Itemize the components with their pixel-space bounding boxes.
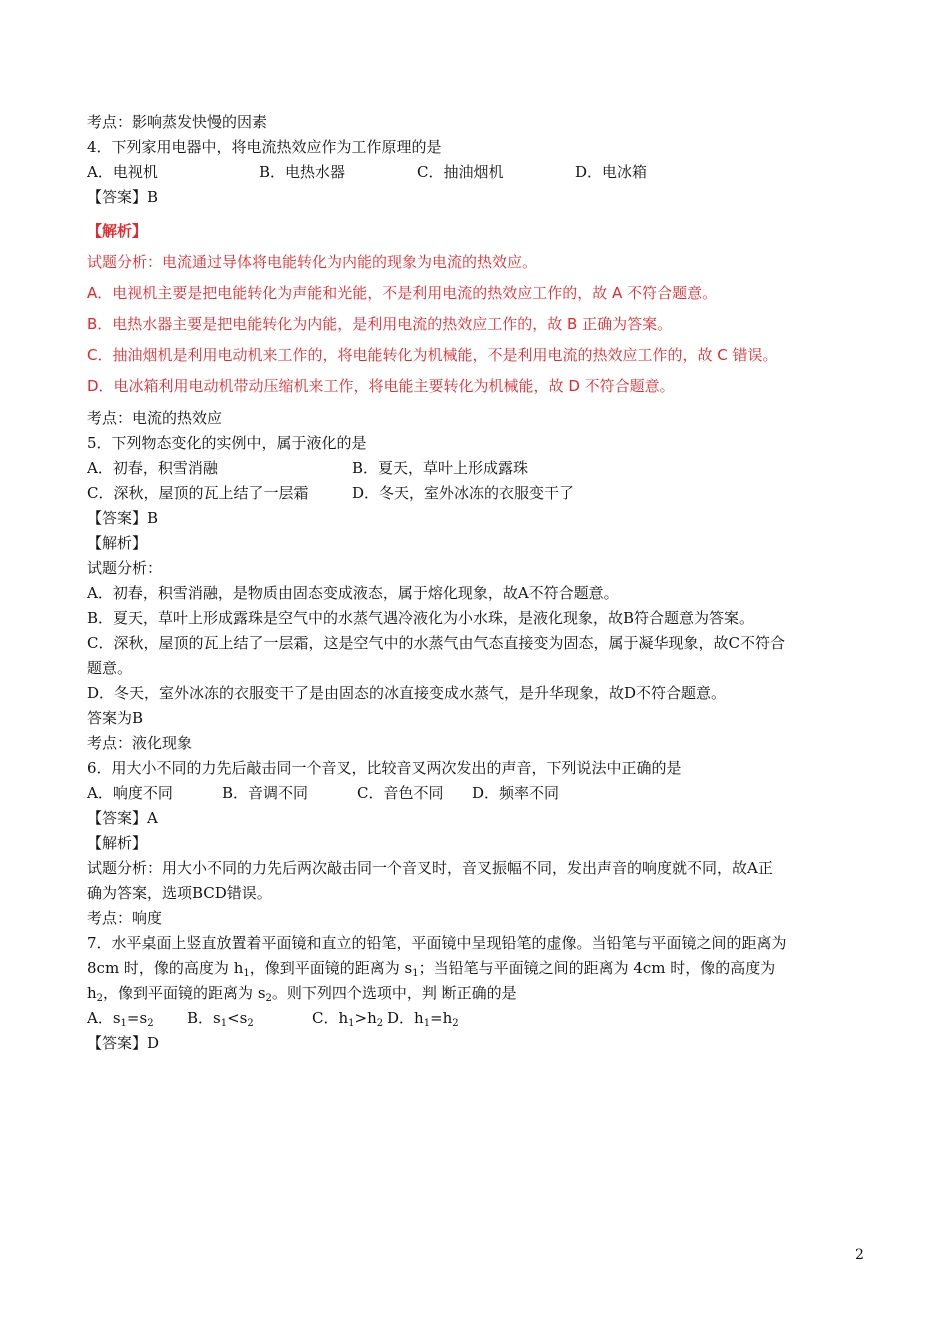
q5-kaodian: 考点：液化现象: [87, 734, 193, 752]
q4-analysis-c: C．抽油烟机是利用电动机来工作的，将电能转化为机械能，不是利用电流的热效应工作的，故 C 错误。: [87, 346, 778, 364]
q6-jiexi-label: 【解析】: [87, 834, 148, 852]
q7-option-b: B．$s_1<s_2$: [187, 1009, 254, 1029]
q5-analysis-c-line1: C．深秋，屋顶的瓦上结了一层霜，这是空气中的水蒸气由气态直接变为固态，属于凝华现象，故C不符合: [87, 634, 785, 652]
q7-stem2-b: ，像到平面镜的距离为 s: [249, 959, 413, 977]
q6-kaodian: 考点：响度: [87, 909, 163, 927]
q5-analysis-head: 试题分析：: [87, 559, 163, 577]
q6-options: [87, 781, 877, 806]
q7-stem2-a: 8cm 时，像的高度为 h: [87, 959, 244, 977]
q7-option-d: D．$h_1=h_2$: [387, 1009, 459, 1029]
q4-options: [87, 160, 877, 185]
q7-stem-line1: 7．水平桌面上竖直放置着平面镜和直立的铅笔，平面镜中呈现铅笔的虚像。当铅笔与平面镜之间的距离为: [87, 934, 787, 952]
q7-option-c: C．$h_1>h_2$: [312, 1009, 384, 1029]
q7-option-a: A．$s_1=s_2$: [87, 1009, 154, 1029]
q5-option-d: D．冬天，室外冰冻的衣服变干了: [352, 484, 575, 502]
q4-analysis-d: D．电冰箱利用电动机带动压缩机来工作，将电能主要转化为机械能，故 D 不符合题意。: [87, 377, 675, 395]
q7-stem-line3: [87, 981, 877, 1006]
kaodian-evaporation: 考点：影响蒸发快慢的因素: [87, 113, 268, 131]
q7-stem-line2: [87, 956, 877, 981]
q4-analysis-intro: 试题分析：电流通过导体将电能转化为内能的现象为电流的热效应。: [87, 253, 538, 271]
q7-sub-h2: 2: [96, 993, 104, 1004]
q5-stem: 5．下列物态变化的实例中，属于液化的是: [87, 434, 367, 452]
q4-analysis-a: A．电视机主要是把电能转化为声能和光能，不是利用电流的热效应工作的，故 A 不符合题意。: [87, 284, 718, 302]
q5-analysis-b: B．夏天，草叶上形成露珠是空气中的水蒸气遇冷液化为小水珠，是液化现象，故B符合题意为答案。: [87, 609, 755, 627]
q6-option-d: D．频率不同: [472, 784, 560, 802]
q6-stem: 6．用大小不同的力先后敲击同一个音叉，比较音叉两次发出的声音，下列说法中正确的是: [87, 759, 682, 777]
q6-option-c: C．音色不同: [357, 784, 444, 802]
q4-option-d: D．电冰箱: [575, 163, 648, 181]
q4-analysis-b: B．电热水器主要是把电能转化为内能，是利用电流的热效应工作的，故 B 正确为答案。: [87, 315, 673, 333]
q7-sub-s2: 2: [265, 993, 272, 1004]
page-content: [87, 110, 877, 1056]
q5-option-c: C．深秋，屋顶的瓦上结了一层霜: [87, 484, 309, 502]
q7-stem3-a: h: [87, 984, 97, 1002]
q4-jiexi-label: 【解析】: [87, 222, 148, 240]
q5-final-answer: 答案为B: [87, 709, 144, 727]
q7-stem3-c: 。则下列四个选项中，判 断正确的是: [271, 984, 517, 1002]
q6-analysis-line2: 确为答案，选项BCD错误。: [87, 884, 272, 902]
q4-stem: 4．下列家用电器中，将电流热效应作为工作原理的是: [87, 138, 442, 156]
q5-jiexi-label: 【解析】: [87, 534, 148, 552]
q6-option-b: B．音调不同: [222, 784, 309, 802]
q4-option-a: A．电视机: [87, 163, 158, 181]
q5-options-row2: [87, 481, 877, 506]
q5-analysis-d: D．冬天，室外冰冻的衣服变干了是由固态的冰直接变成水蒸气，是升华现象，故D不符合题意。: [87, 684, 727, 702]
q7-stem3-b: ，像到平面镜的距离为 s: [103, 984, 266, 1002]
q5-answer: 【答案】B: [87, 509, 159, 527]
q4-option-c: C．抽油烟机: [417, 163, 504, 181]
q6-answer: 【答案】A: [87, 809, 158, 827]
q5-analysis-c-line2: 题意。: [87, 659, 133, 677]
q7-sub-h1: 1: [243, 968, 250, 979]
page-number: 2: [855, 1247, 864, 1263]
q4-answer: 【答案】B: [87, 188, 159, 206]
q5-analysis-a: A．初春，积雪消融，是物质由固态变成液态，属于熔化现象，故A不符合题意。: [87, 584, 619, 602]
q7-answer: 【答案】D: [87, 1034, 160, 1052]
q5-option-b: B．夏天，草叶上形成露珠: [352, 459, 529, 477]
q6-analysis-line1: 试题分析：用大小不同的力先后两次敲击同一个音叉时，音叉振幅不同，发出声音的响度就不同，故A正: [87, 859, 773, 877]
q5-options-row1: [87, 456, 877, 481]
q7-sub-s1: 1: [412, 968, 419, 979]
q4-kaodian: 考点：电流的热效应: [87, 409, 223, 427]
q7-stem2-c: ；当铅笔与平面镜之间的距离为 4cm 时，像的高度为: [418, 959, 776, 977]
q4-analysis-block: [87, 216, 877, 402]
q6-option-a: A．响度不同: [87, 784, 173, 802]
q4-option-b: B．电热水器: [259, 163, 346, 181]
q7-options: [87, 1006, 877, 1031]
q5-option-a: A．初春，积雪消融: [87, 459, 218, 477]
